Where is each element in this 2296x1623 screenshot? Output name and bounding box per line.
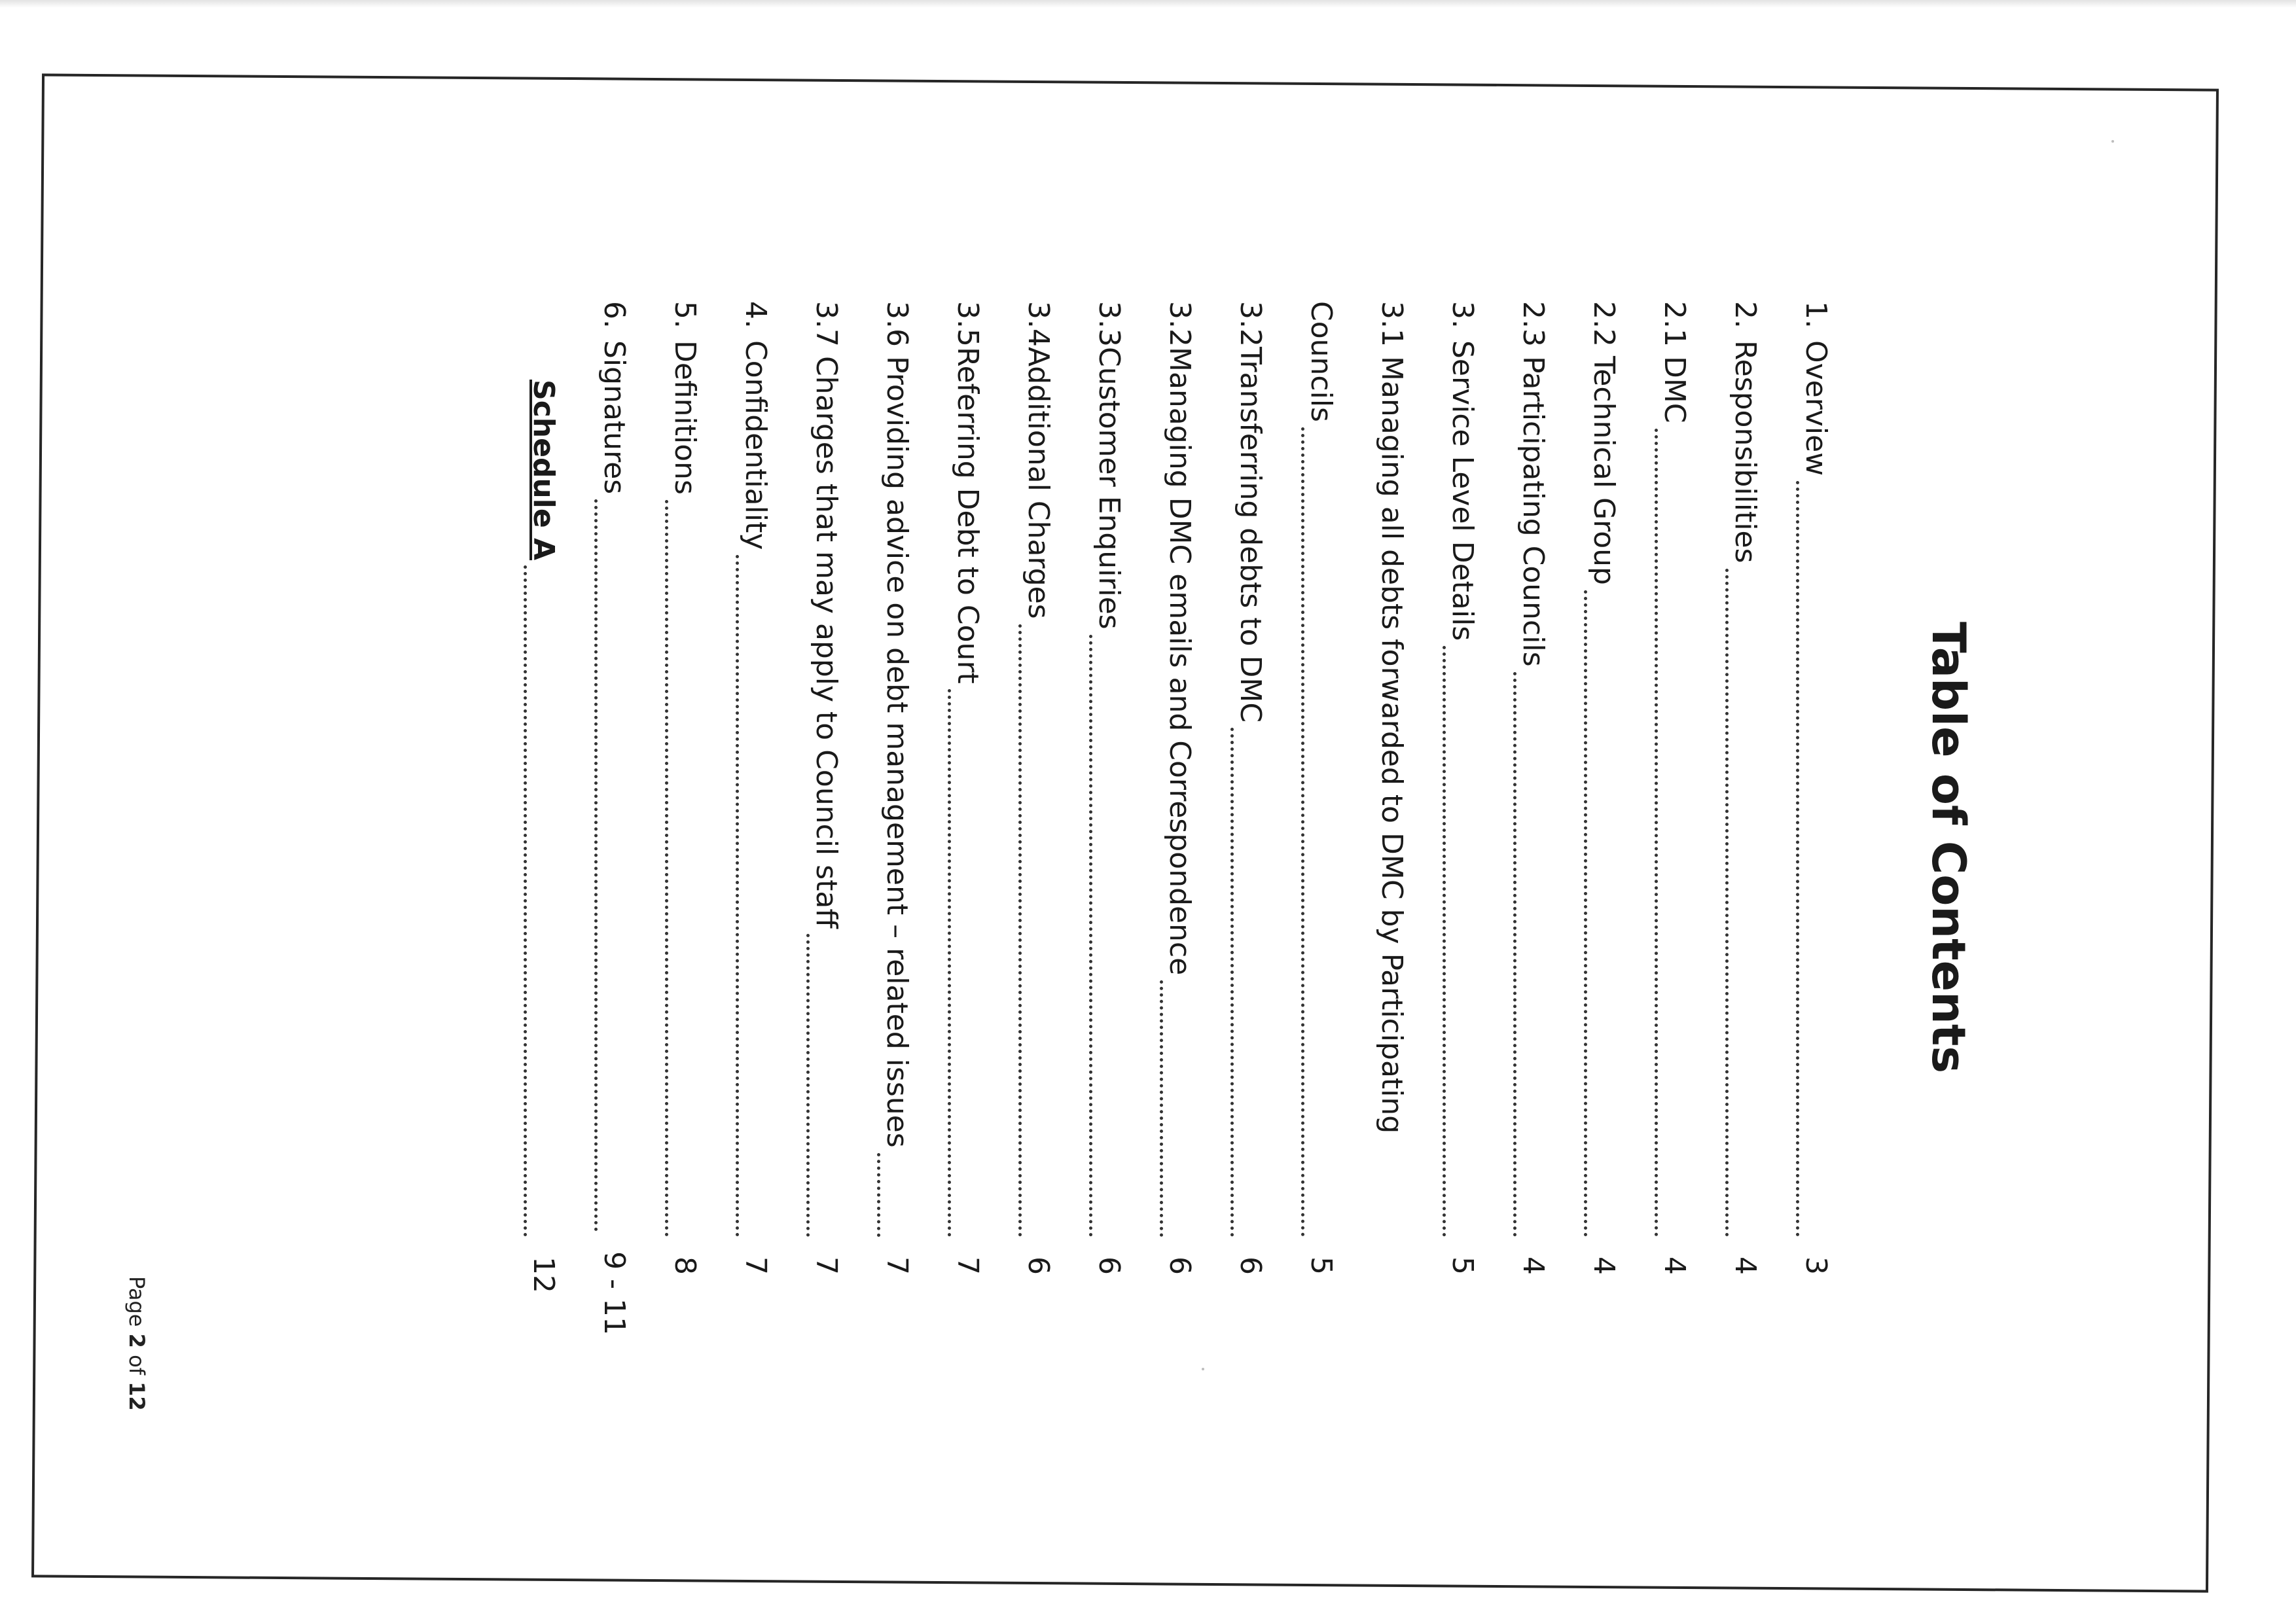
toc-label: 2.2 Technical Group: [1587, 301, 1621, 585]
toc-page: 6: [1163, 1257, 1196, 1275]
dot-leader: [806, 934, 810, 1237]
toc-label: Confidentiality: [739, 340, 772, 550]
dot-leader: [1796, 481, 1799, 1237]
toc-page: 5: [1446, 1257, 1479, 1275]
toc-number: 5.: [668, 301, 702, 329]
toc-label: 3.3Customer Enquiries: [1092, 301, 1126, 630]
toc-label: 2.3 Participating Councils: [1516, 301, 1550, 667]
toc-label: Councils: [1304, 301, 1338, 422]
dot-leader: [1301, 427, 1304, 1237]
toc-label: 3.6 Providing advice on debt management – related issues: [880, 301, 914, 1148]
toc-entry-overview[interactable]: [1780, 301, 1851, 1335]
toc-entry-managing-debts-line1[interactable]: [1356, 301, 1427, 1335]
toc-label: 2.1 DMC: [1658, 301, 1691, 423]
toc-label: 3.4Additional Charges: [1022, 301, 1055, 619]
dot-leader: [736, 555, 739, 1237]
toc-page: 4: [1516, 1257, 1550, 1275]
toc-page: 7: [739, 1257, 772, 1275]
toc-number: 6.: [598, 301, 631, 329]
dot-leader: [1089, 635, 1092, 1237]
toc-entry-definitions[interactable]: [649, 301, 720, 1335]
toc-label: Schedule A: [527, 380, 560, 561]
toc-entry-participating-councils[interactable]: [1498, 301, 1568, 1335]
dot-leader: [1513, 672, 1516, 1237]
page-number-of: of: [124, 1347, 149, 1382]
toc-entry-customer-enquiries[interactable]: [1073, 301, 1144, 1335]
toc-entry-service-level-details[interactable]: [1427, 301, 1498, 1335]
dot-leader: [1018, 624, 1022, 1237]
toc-label: 3.7 Charges that may apply to Council staff: [810, 301, 843, 929]
toc-page: 5: [1304, 1257, 1338, 1275]
dot-leader: [1443, 646, 1446, 1237]
toc-page: 7: [951, 1257, 984, 1275]
dot-leader: [1655, 429, 1658, 1237]
toc-entry-responsibilities[interactable]: [1710, 301, 1780, 1335]
toc-title: Table of Contents: [1922, 622, 1975, 1074]
dot-leader: [1160, 980, 1163, 1237]
dot-leader: [877, 1153, 880, 1237]
toc-page: 3: [1799, 1257, 1833, 1275]
dot-leader: [1584, 590, 1587, 1237]
toc-label: 3.5Referring Debt to Court: [951, 301, 984, 684]
toc-label: Definitions: [668, 340, 702, 495]
toc-number: 3.: [1446, 301, 1479, 329]
toc-label: 3.2Transferring debts to DMC: [1234, 301, 1267, 723]
dot-leader: [948, 689, 951, 1237]
toc-entry-signatures[interactable]: [579, 301, 649, 1335]
toc-page: 4: [1658, 1257, 1691, 1275]
toc-entry-managing-dmc-emails[interactable]: [1144, 301, 1215, 1335]
toc-page: 4: [1587, 1257, 1621, 1275]
dot-leader: [665, 500, 668, 1237]
toc-entry-technical-group[interactable]: [1568, 301, 1639, 1335]
toc-entry-confidentiality[interactable]: [720, 301, 791, 1335]
toc-entry-additional-charges[interactable]: [1003, 301, 1073, 1335]
toc-list: [508, 301, 1851, 1335]
toc-page: 4: [1729, 1257, 1762, 1275]
dot-leader: [594, 499, 598, 1232]
toc-label: Overview: [1799, 340, 1833, 476]
dot-leader: [524, 565, 527, 1237]
toc-number: 4.: [739, 301, 772, 329]
toc-page: 7: [810, 1257, 843, 1275]
page-number: [124, 1276, 149, 1411]
page-number-current: 2: [124, 1333, 149, 1348]
toc-page: 7: [880, 1257, 914, 1275]
toc-page: 8: [668, 1257, 702, 1275]
toc-entry-charges-council-staff[interactable]: [791, 301, 861, 1335]
toc-entry-transferring-debts[interactable]: [1215, 301, 1285, 1335]
toc-number: 2.: [1729, 301, 1762, 329]
toc-label: 3.2Managing DMC emails and Correspondence: [1163, 301, 1196, 976]
toc-page: 12: [527, 1257, 560, 1293]
toc-label: Responsibilities: [1729, 340, 1762, 563]
toc-label: Signatures: [598, 340, 631, 495]
toc-number: 1.: [1799, 301, 1833, 329]
toc-page: 6: [1022, 1257, 1055, 1275]
dot-leader: [1230, 728, 1234, 1237]
toc-entry-referring-debt-to-court[interactable]: [932, 301, 1003, 1335]
toc-entry-managing-debts-line2[interactable]: [1285, 301, 1356, 1335]
toc-label: Service Level Details: [1446, 340, 1479, 641]
toc-page: 9 - 11: [598, 1251, 631, 1335]
toc-entry-providing-advice[interactable]: [861, 301, 932, 1335]
toc-page: 6: [1092, 1257, 1126, 1275]
toc-label: 3.1 Managing all debts forwarded to DMC by Participating: [1375, 301, 1408, 1134]
dot-leader: [1725, 569, 1729, 1237]
page-number-prefix: Page: [124, 1276, 149, 1334]
toc-entry-schedule-a[interactable]: [508, 301, 579, 1335]
toc-page: 6: [1234, 1257, 1267, 1275]
toc-entry-dmc[interactable]: [1639, 301, 1710, 1335]
page-number-total: 12: [124, 1382, 149, 1411]
